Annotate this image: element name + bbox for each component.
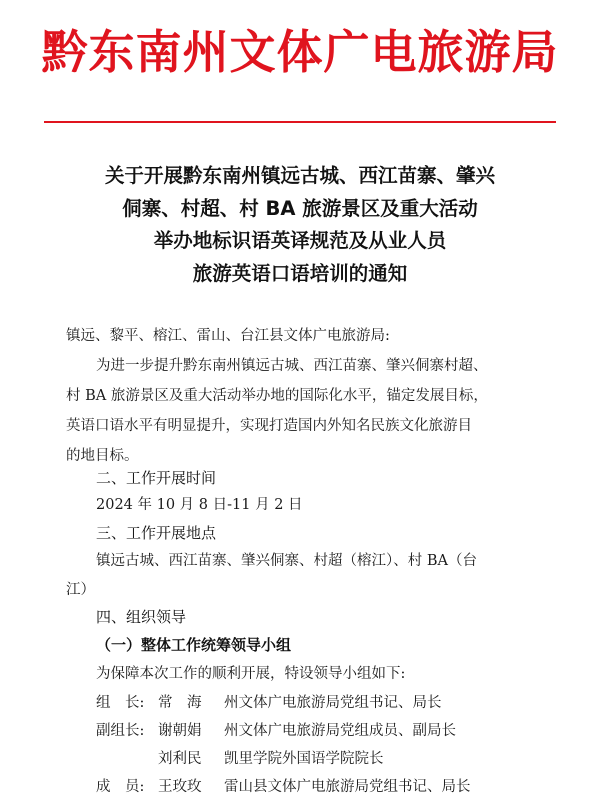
member-row	[96, 718, 456, 744]
member-row	[96, 774, 471, 800]
section-3-line-1: 镇远古城、西江苗寨、肇兴侗寨、村超（榕江）、村 BA（台	[96, 553, 477, 569]
title-line-4: 旅游英语口语培训的通知	[192, 261, 408, 285]
title-line-2: 侗寨、村超、村 BA 旅游景区及重大活动	[122, 196, 478, 220]
section-2-heading: 二、工作开展时间	[96, 469, 217, 487]
member-row	[96, 690, 442, 716]
section-3-heading: 三、工作开展地点	[96, 524, 217, 542]
intro-line-4: 的地目标。	[66, 448, 139, 464]
subsection-1-intro: 为保障本次工作的顺利开展，特设领导小组如下:	[96, 666, 406, 682]
member-row	[96, 746, 384, 772]
intro-line-2: 村 BA 旅游景区及重大活动举办地的国际化水平，锚定发展目标，	[66, 388, 488, 404]
member-role: 成 员:	[96, 779, 145, 795]
member-name: 刘利民	[158, 751, 202, 767]
title-line-1: 关于开展黔东南州镇远古城、西江苗寨、肇兴	[104, 164, 495, 187]
member-title: 州文体广电旅游局党组书记、局长	[224, 695, 442, 711]
header-divider	[44, 121, 556, 123]
member-title: 凯里学院外国语学院院长	[224, 751, 384, 767]
member-name: 谢朝娟	[158, 723, 202, 739]
intro-line-3: 英语口语水平有明显提升，实现打造国内外知名民族文化旅游目	[66, 418, 472, 434]
org-header-title: 黔东南州文体广电旅游局	[41, 25, 559, 79]
member-name: 常 海	[158, 695, 202, 711]
section-3-line-2: 江）	[66, 582, 95, 598]
document-title	[40, 160, 560, 290]
member-title: 雷山县文体广电旅游局党组书记、局长	[224, 779, 471, 795]
member-title: 州文体广电旅游局党组成员、副局长	[224, 723, 456, 739]
intro-line-1: 为进一步提升黔东南州镇远古城、西江苗寨、肇兴侗寨村超、	[96, 358, 488, 374]
member-role: 副组长:	[96, 723, 145, 739]
addressee: 镇远、黎平、榕江、雷山、台江县文体广电旅游局:	[66, 328, 390, 344]
member-role: 组 长:	[96, 695, 145, 711]
title-line-3: 举办地标识语英译规范及从业人员	[153, 229, 447, 252]
section-4-heading: 四、组织领导	[96, 608, 187, 626]
member-name: 王玫玫	[158, 779, 202, 795]
section-2-text: 2024 年 10 月 8 日-11 月 2 日	[96, 497, 303, 513]
subsection-1-heading: （一）整体工作统筹领导小组	[96, 636, 292, 654]
